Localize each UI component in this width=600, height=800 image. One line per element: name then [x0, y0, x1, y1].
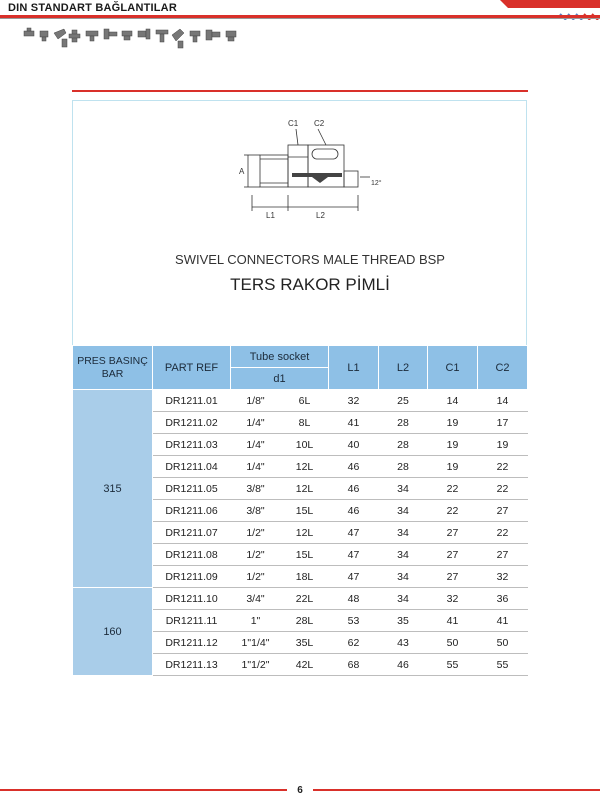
c1-value: 55	[428, 654, 478, 676]
c1-value: 19	[428, 456, 478, 478]
l2-value: 28	[379, 412, 428, 434]
part-ref: DR1211.09	[153, 566, 231, 588]
c2-value: 22	[478, 456, 528, 478]
label-a: A	[239, 167, 245, 176]
part-ref: DR1211.08	[153, 544, 231, 566]
l1-value: 46	[329, 478, 379, 500]
c1-value: 41	[428, 610, 478, 632]
tube-size: 10L	[281, 434, 329, 456]
l2-value: 34	[379, 566, 428, 588]
table-row	[73, 588, 528, 610]
c1-value: 22	[428, 478, 478, 500]
header-d1: d1	[231, 368, 329, 390]
product-title-english: SWIVEL CONNECTORS MALE THREAD BSP	[175, 252, 445, 267]
c1-value: 27	[428, 544, 478, 566]
c2-value: 22	[478, 478, 528, 500]
l1-value: 68	[329, 654, 379, 676]
part-ref: DR1211.10	[153, 588, 231, 610]
thread-size: 1/2"	[231, 522, 281, 544]
header-c2: C2	[478, 346, 528, 390]
c1-value: 14	[428, 390, 478, 412]
l1-value: 46	[329, 500, 379, 522]
c1-value: 27	[428, 522, 478, 544]
l2-value: 28	[379, 434, 428, 456]
header-c1: C1	[428, 346, 478, 390]
pressure-group-cell: 315	[73, 390, 153, 588]
tube-size: 15L	[281, 544, 329, 566]
fittings-icon-strip	[22, 25, 242, 63]
c2-value: 17	[478, 412, 528, 434]
header-part-ref: PART REF	[153, 346, 231, 390]
part-ref: DR1211.13	[153, 654, 231, 676]
l2-value: 34	[379, 522, 428, 544]
thread-size: 1"1/2"	[231, 654, 281, 676]
c2-value: 27	[478, 544, 528, 566]
l2-value: 35	[379, 610, 428, 632]
thread-size: 1/4"	[231, 434, 281, 456]
part-ref: DR1211.05	[153, 478, 231, 500]
label-l1: L1	[266, 211, 275, 220]
label-angle: 12°	[371, 180, 382, 187]
tube-size: 42L	[281, 654, 329, 676]
tube-size: 15L	[281, 500, 329, 522]
thread-size: 1/4"	[231, 456, 281, 478]
frame-top-divider	[72, 90, 528, 92]
thread-size: 1/4"	[231, 412, 281, 434]
l1-value: 48	[329, 588, 379, 610]
c1-value: 32	[428, 588, 478, 610]
c2-value: 32	[478, 566, 528, 588]
part-ref: DR1211.12	[153, 632, 231, 654]
c2-value: 27	[478, 500, 528, 522]
tube-size: 18L	[281, 566, 329, 588]
thread-size: 1/2"	[231, 566, 281, 588]
l2-value: 46	[379, 654, 428, 676]
part-ref: DR1211.03	[153, 434, 231, 456]
thread-size: 1/8"	[231, 390, 281, 412]
l1-value: 32	[329, 390, 379, 412]
header-tube-socket: Tube socket	[231, 346, 329, 368]
specification-table	[72, 345, 528, 676]
c2-value: 36	[478, 588, 528, 610]
tube-size: 12L	[281, 456, 329, 478]
l2-value: 34	[379, 588, 428, 610]
page-number: 6	[297, 785, 303, 796]
header-l1: L1	[329, 346, 379, 390]
thread-size: 3/4"	[231, 588, 281, 610]
c1-value: 19	[428, 412, 478, 434]
label-c1: C1	[288, 119, 299, 128]
thread-size: 1"1/4"	[231, 632, 281, 654]
tube-size: 35L	[281, 632, 329, 654]
thread-size: 1"	[231, 610, 281, 632]
tube-size: 28L	[281, 610, 329, 632]
tube-size: 6L	[281, 390, 329, 412]
l1-value: 62	[329, 632, 379, 654]
tube-size: 8L	[281, 412, 329, 434]
header-l2: L2	[379, 346, 428, 390]
thread-size: 1/2"	[231, 544, 281, 566]
part-ref: DR1211.04	[153, 456, 231, 478]
c2-value: 14	[478, 390, 528, 412]
fitting-technical-drawing	[230, 115, 390, 225]
c1-value: 50	[428, 632, 478, 654]
table-row	[73, 390, 528, 412]
l2-value: 43	[379, 632, 428, 654]
c2-value: 19	[478, 434, 528, 456]
thread-size: 3/8"	[231, 478, 281, 500]
tube-size: 12L	[281, 522, 329, 544]
l2-value: 25	[379, 390, 428, 412]
label-l2: L2	[316, 211, 325, 220]
l1-value: 53	[329, 610, 379, 632]
l1-value: 47	[329, 544, 379, 566]
thread-size: 3/8"	[231, 500, 281, 522]
c1-value: 22	[428, 500, 478, 522]
l1-value: 46	[329, 456, 379, 478]
part-ref: DR1211.02	[153, 412, 231, 434]
tube-size: 12L	[281, 478, 329, 500]
header-title: DIN STANDART BAĞLANTILAR	[8, 2, 177, 14]
l2-value: 34	[379, 500, 428, 522]
c2-value: 22	[478, 522, 528, 544]
c2-value: 55	[478, 654, 528, 676]
l1-value: 40	[329, 434, 379, 456]
part-ref: DR1211.11	[153, 610, 231, 632]
header-pres-basinc: PRES BASINÇ BAR	[73, 346, 153, 390]
l2-value: 34	[379, 544, 428, 566]
tube-size: 22L	[281, 588, 329, 610]
part-ref: DR1211.07	[153, 522, 231, 544]
label-c2: C2	[314, 119, 325, 128]
c2-value: 50	[478, 632, 528, 654]
l2-value: 34	[379, 478, 428, 500]
l1-value: 47	[329, 566, 379, 588]
c2-value: 41	[478, 610, 528, 632]
specification-table-body	[73, 390, 528, 676]
product-title-turkish: TERS RAKOR PİMLİ	[230, 275, 390, 294]
c1-value: 19	[428, 434, 478, 456]
pressure-group-cell: 160	[73, 588, 153, 676]
c1-value: 27	[428, 566, 478, 588]
header-divider-thin	[0, 18, 600, 19]
l1-value: 47	[329, 522, 379, 544]
part-ref: DR1211.06	[153, 500, 231, 522]
l2-value: 28	[379, 456, 428, 478]
part-ref: DR1211.01	[153, 390, 231, 412]
l1-value: 41	[329, 412, 379, 434]
